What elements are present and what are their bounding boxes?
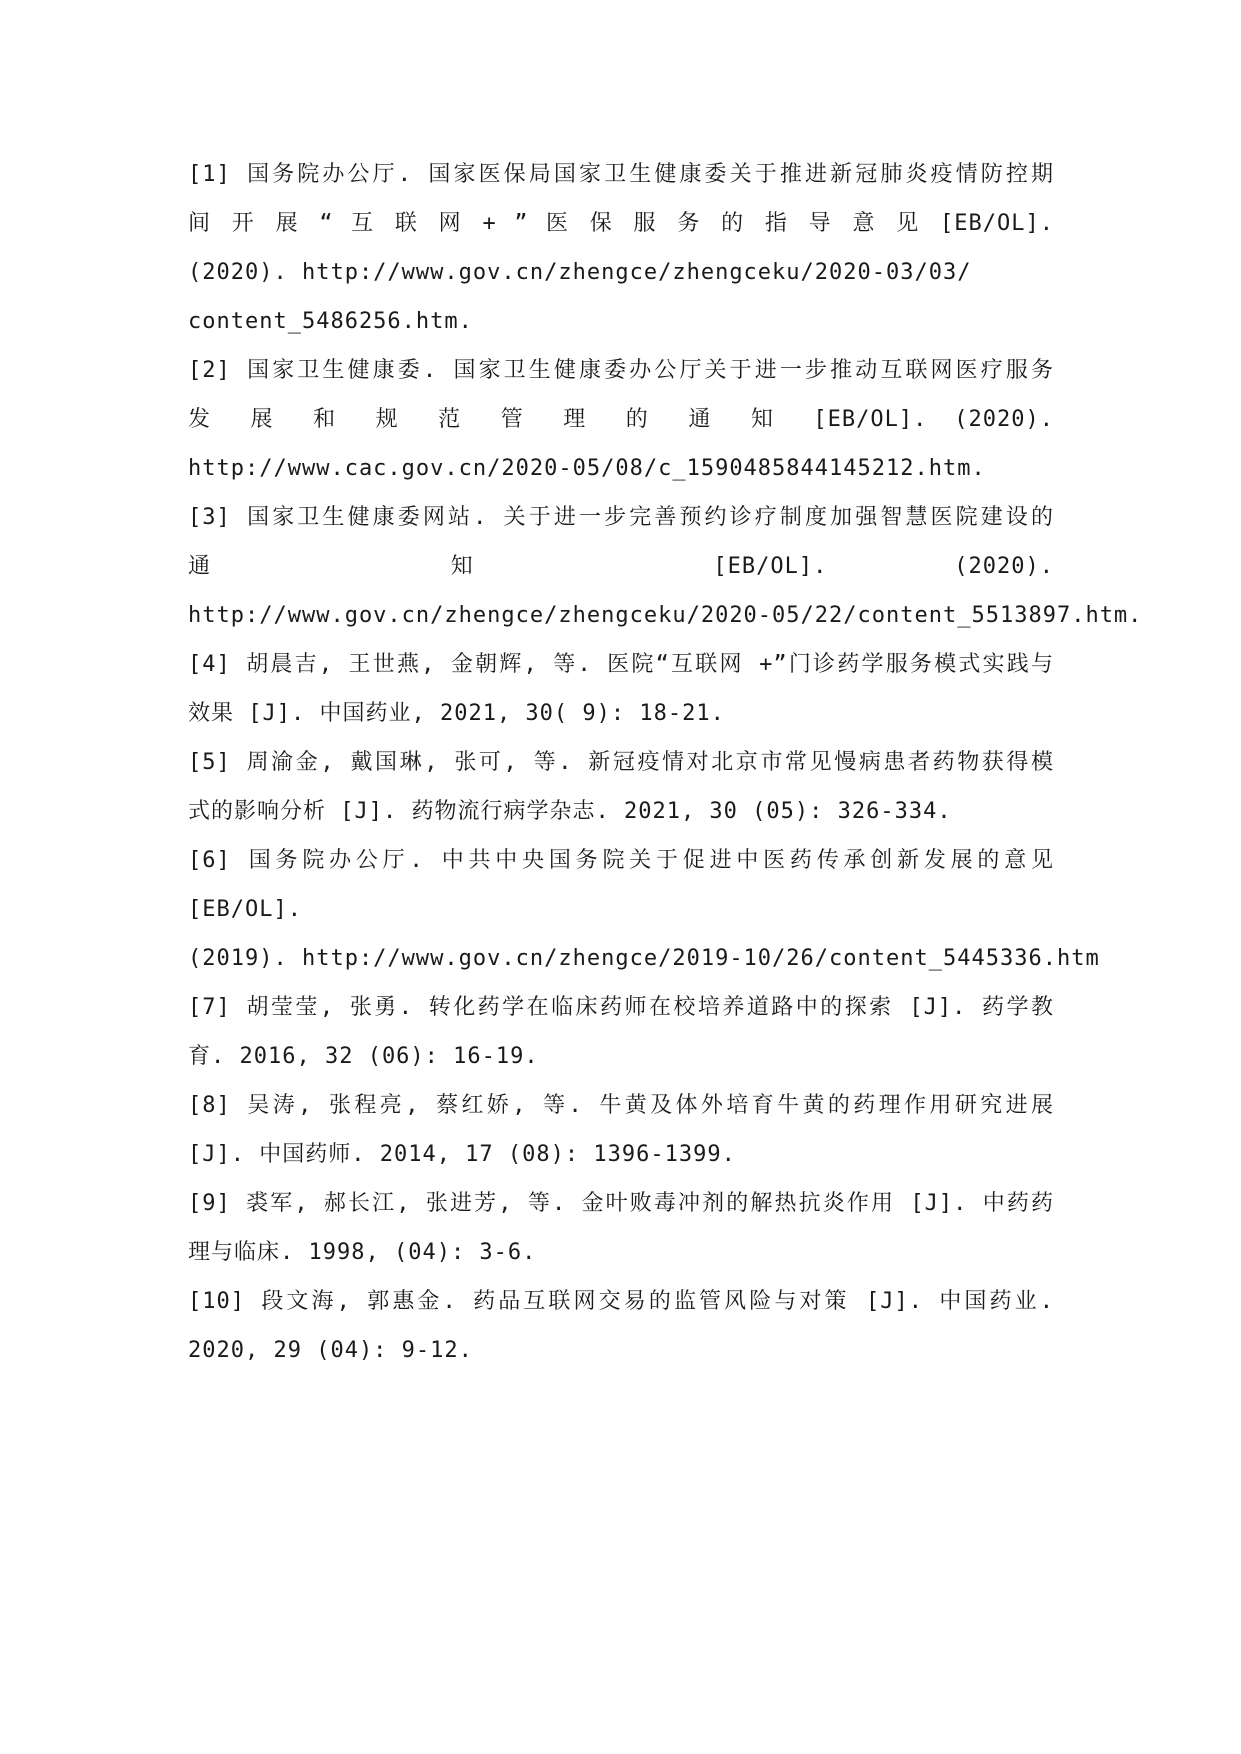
reference-line: http://www.cac.gov.cn/2020-05/08/c_1590485844145212.htm.: [188, 456, 986, 481]
reference-line: [2] 国家卫生健康委. 国家卫生健康委办公厅关于进一步推动互联网医疗服务: [188, 358, 1054, 383]
reference-line: 育. 2016, 32 (06): 16-19.: [188, 1044, 539, 1069]
reference-line: content_5486256.htm.: [188, 309, 473, 334]
reference-item: [188, 150, 1054, 346]
reference-item: [188, 1081, 1054, 1179]
reference-line: [4] 胡晨吉, 王世燕, 金朝辉, 等. 医院“互联网 +”门诊药学服务模式实践与: [188, 652, 1054, 677]
reference-line: (2019). http://www.gov.cn/zhengce/2019-10/26/content_5445336.htm: [188, 946, 1100, 971]
reference-line: [J]. 中国药师. 2014, 17 (08): 1396-1399.: [188, 1142, 736, 1167]
reference-line: 理与临床. 1998, (04): 3-6.: [188, 1240, 537, 1265]
reference-line: [9] 裘军, 郝长江, 张进芳, 等. 金叶败毒冲剂的解热抗炎作用 [J]. 中药药: [188, 1191, 1054, 1216]
reference-line: [1] 国务院办公厅. 国家医保局国家卫生健康委关于推进新冠肺炎疫情防控期: [188, 162, 1054, 187]
reference-item: [188, 738, 1054, 836]
reference-line: 通 知 [EB/OL]. (2020).: [188, 554, 1054, 579]
reference-item: [188, 983, 1054, 1081]
reference-line: 发 展 和 规 范 管 理 的 通 知 [EB/OL]. (2020).: [188, 407, 1054, 432]
reference-item: [188, 493, 1143, 640]
reference-line: 间 开 展 “ 互 联 网 + ” 医 保 服 务 的 指 导 意 见 [EB/OL].: [188, 211, 1054, 236]
reference-item: [188, 1179, 1054, 1277]
reference-item: [188, 836, 1100, 983]
reference-line: [6] 国务院办公厅. 中共中央国务院关于促进中医药传承创新发展的意见: [188, 848, 1054, 873]
reference-line: 式的影响分析 [J]. 药物流行病学杂志. 2021, 30 (05): 326-334.: [188, 799, 952, 824]
reference-line: (2020). http://www.gov.cn/zhengce/zhengceku/2020-03/03/: [188, 260, 972, 285]
reference-line: [10] 段文海, 郭惠金. 药品互联网交易的监管风险与对策 [J]. 中国药业.: [188, 1289, 1054, 1314]
reference-line: [7] 胡莹莹, 张勇. 转化药学在临床药师在校培养道路中的探索 [J]. 药学教: [188, 995, 1054, 1020]
reference-line: [3] 国家卫生健康委网站. 关于进一步完善预约诊疗制度加强智慧医院建设的: [188, 505, 1054, 530]
reference-line: 效果 [J]. 中国药业, 2021, 30( 9): 18-21.: [188, 701, 725, 726]
reference-item: [188, 640, 1054, 738]
reference-item: [188, 1277, 1054, 1375]
reference-line: [5] 周渝金, 戴国琳, 张可, 等. 新冠疫情对北京市常见慢病患者药物获得模: [188, 750, 1054, 775]
reference-line: [8] 吴涛, 张程亮, 蔡红娇, 等. 牛黄及体外培育牛黄的药理作用研究进展: [188, 1093, 1054, 1118]
reference-list: [188, 150, 1143, 1375]
reference-line: 2020, 29 (04): 9-12.: [188, 1338, 473, 1363]
reference-line: [EB/OL].: [188, 897, 302, 922]
reference-line: http://www.gov.cn/zhengce/zhengceku/2020-05/22/content_5513897.htm.: [188, 603, 1143, 628]
reference-item: [188, 346, 1054, 493]
